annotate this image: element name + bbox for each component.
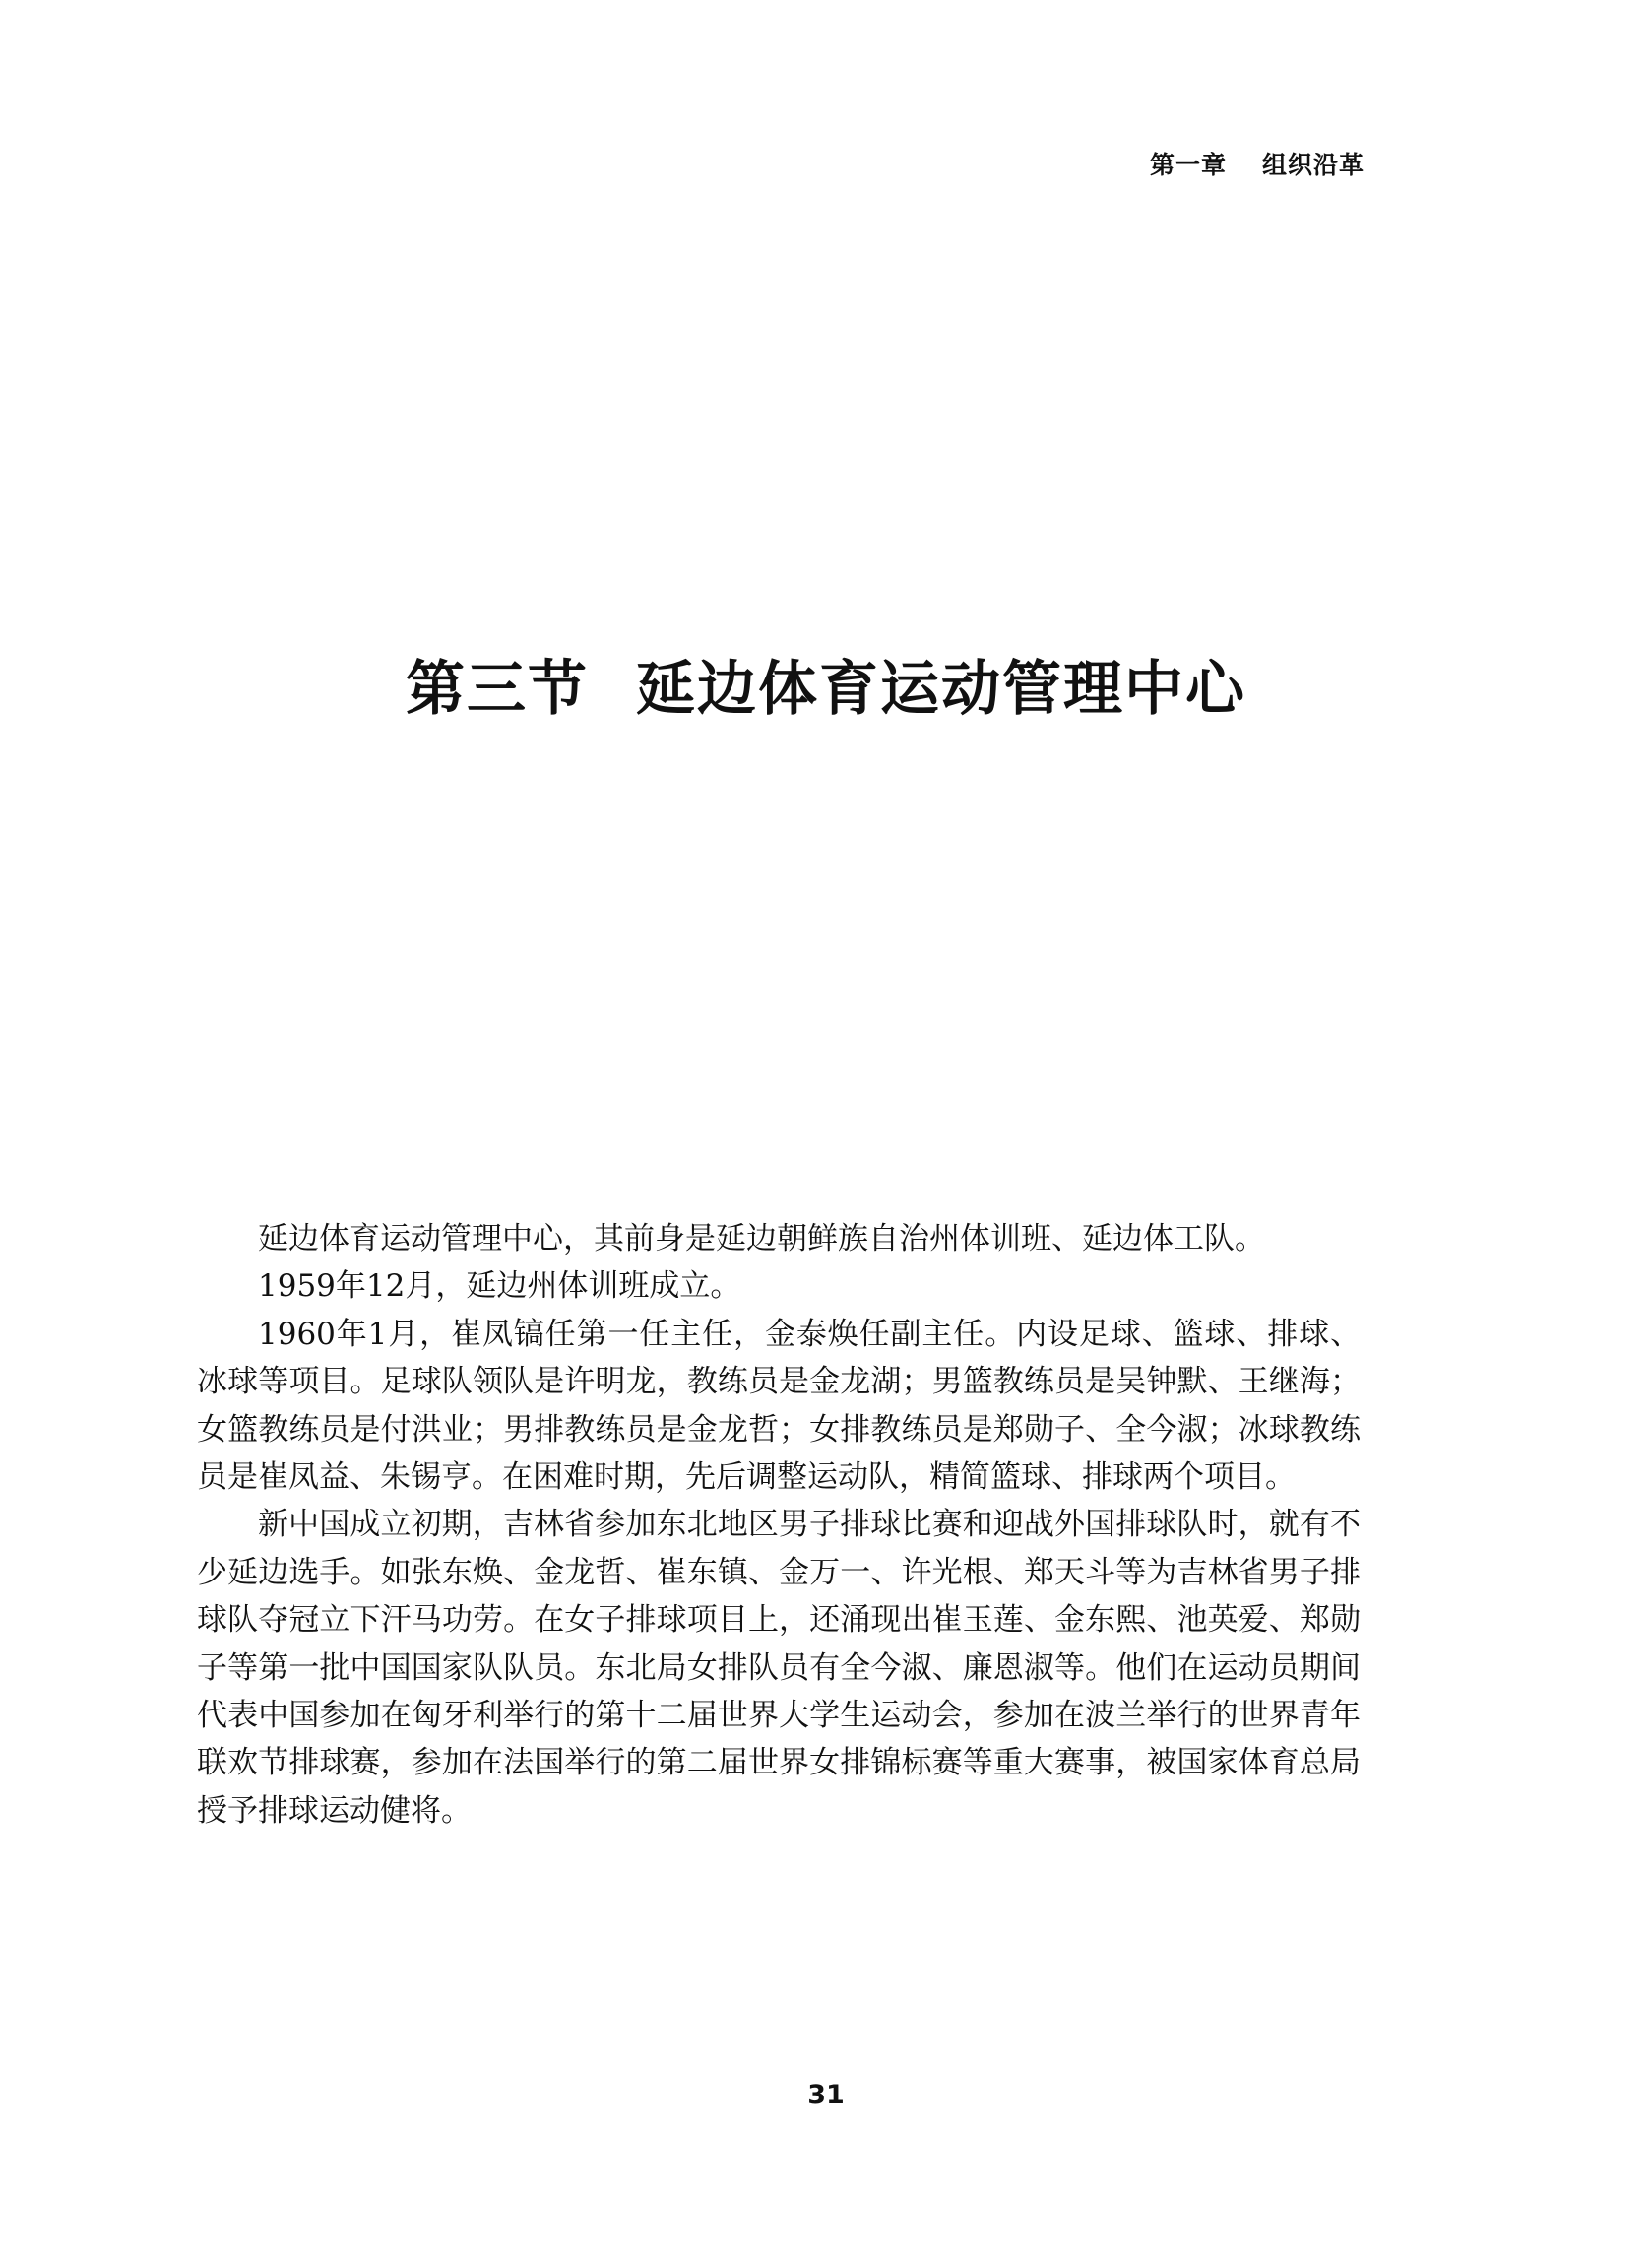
page-number: 31 [807,2080,845,2110]
section-title [0,642,1652,727]
section-name: 延边体育运动管理中心 [636,655,1246,724]
paragraph-1: 延边体育运动管理中心，其前身是延边朝鲜族自治州体训班、延边体工队。 [258,1221,1265,1257]
paragraph-2: 1959年12月，延边州体训班成立。 [258,1268,741,1305]
paragraph-4: 新中国成立初期，吉林省参加东北地区男子排球比赛和迎战外国排球队时，就有不少延边选手。如张东焕、金龙哲、崔东镇、金万一、许光根、郑天斗等为吉林省男子排球队夺冠立下汗马功劳。在女子排球项目上，还涌现出崔玉莲、金东熙、池英爱、郑勋子等第一批中国国家队队员。东北局女排队员有全今淑、廉恩淑等。他们在运动员期间代表中国参加在匈牙利举行的第十二届世界大学生运动会，参加在波兰举行的世界青年联欢节排球赛，参加在法国举行的第二届世界女排锦标赛等重大赛事，被国家体育总局授予排球运动健将。 [197,1507,1361,1829]
running-header [1150,146,1365,181]
chapter-number: 第一章 [1149,151,1227,179]
section-number: 第三节 [406,655,589,724]
chapter-title: 组织沿革 [1261,151,1365,179]
paragraph-3: 1960年1月，崔凤镐任第一任主任，金泰焕任副主任。内设足球、篮球、排球、冰球等项目。足球队领队是许明龙，教练员是金龙湖；男篮教练员是吴钟默、王继海；女篮教练员是付洪业；男排教练员是金龙哲；女排教练员是郑勋子、全今淑；冰球教练员是崔凤益、朱锡亨。在困难时期，先后调整运动队，精简篮球、排球两个项目。 [197,1316,1361,1496]
body-text [197,1215,1361,1835]
